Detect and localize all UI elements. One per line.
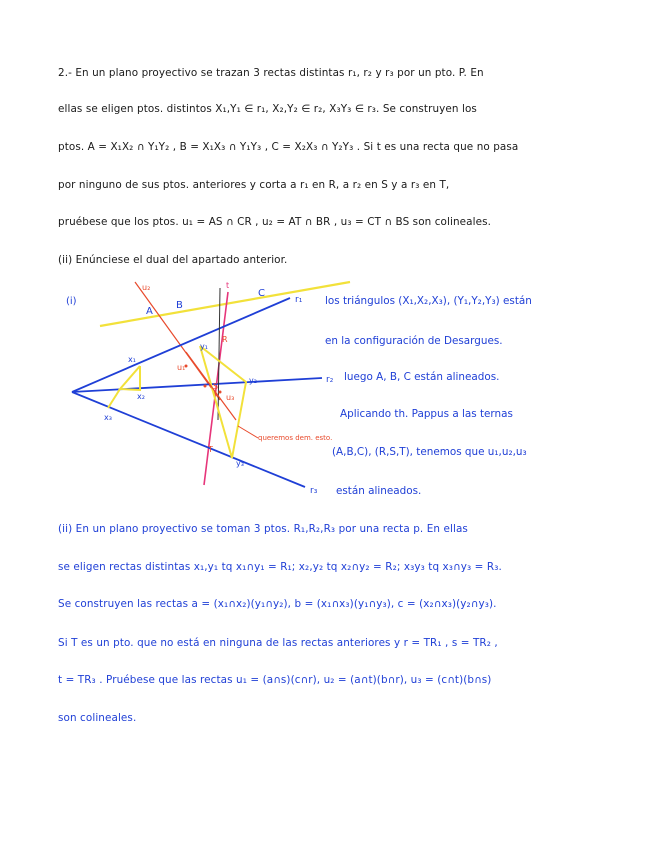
- label-x1: x₁: [128, 355, 136, 364]
- solution-ii-line-3: Se construyen las rectas a = (x₁∩x₂)(y₁∩y₂), b = (x₁∩x₃)(y₁∩y₃), c = (x₂∩x₃)(y₂∩y₃).: [58, 598, 497, 610]
- solution-ii-line-5: t = TR₃ . Pruébese que las rectas u₁ = (a∩s)(c∩r), u₂ = (a∩t)(b∩r), u₃ = (c∩t)(b∩s): [58, 674, 492, 686]
- solution-ii-line-6: son colineales.: [58, 712, 137, 724]
- solution-ii-line-2: se eligen rectas distintas x₁,y₁ tq x₁∩y₁ = R₁; x₂,y₂ tq x₂∩y₂ = R₂; x₃y₃ tq x₃∩y₃ = R₃.: [58, 561, 502, 573]
- point-u2: [204, 385, 207, 388]
- point-u3: [219, 391, 222, 394]
- desargues-diagram: [0, 270, 646, 510]
- problem-line-5: pruébese que los ptos. u₁ = AS ∩ CR , u₂ = AT ∩ BR , u₃ = CT ∩ BS son colineales.: [58, 216, 492, 228]
- label-C: C: [258, 288, 265, 299]
- label-u3: u₃: [226, 393, 235, 402]
- problem-line-2: ellas se eligen ptos. distintos X₁,Y₁ ∈ r₁, X₂,Y₂ ∈ r₂, X₃Y₃ ∈ r₃. Se construyen los: [58, 103, 477, 115]
- line-r2: [72, 378, 322, 392]
- label-y2: y₂: [249, 376, 257, 385]
- problem-line-4: por ninguno de sus ptos. anteriores y corta a r₁ en R, a r₂ en S y a r₃ en T,: [58, 179, 450, 191]
- label-r3: r₃: [310, 486, 318, 496]
- solution-i-line-1: los triángulos (X₁,X₂,X₃), (Y₁,Y₂,Y₃) están: [325, 295, 532, 307]
- label-u1: u₁: [177, 363, 186, 372]
- label-A: A: [146, 306, 153, 317]
- part-label: (i): [66, 296, 77, 307]
- label-y1: y₁: [200, 342, 208, 351]
- triangle-x-side: [108, 389, 120, 408]
- label-S: S: [213, 382, 219, 391]
- problem-line-6: (ii) Enúnciese el dual del apartado anterior.: [58, 254, 288, 266]
- label-u2: u₂: [142, 283, 151, 292]
- label-x2: x₂: [137, 392, 145, 401]
- label-T: T: [208, 445, 213, 454]
- solution-ii-line-1: (ii) En un plano proyectivo se toman 3 ptos. R₁,R₂,R₃ por una recta p. En ellas: [58, 523, 468, 535]
- label-y3: y₃: [236, 459, 244, 468]
- solution-ii-line-4: Si T es un pto. que no está en ninguna de las rectas anteriores y r = TR₁ , s = TR₂ ,: [58, 637, 498, 649]
- label-t: t: [226, 281, 230, 290]
- label-B: B: [176, 300, 183, 311]
- solution-i-line-3: luego A, B, C están alineados.: [344, 371, 500, 383]
- label-x3: x₃: [104, 413, 112, 422]
- label-R: R: [222, 335, 228, 344]
- label-r2: r₂: [326, 375, 334, 385]
- solution-i-line-5: (A,B,C), (R,S,T), tenemos que u₁,u₂,u₃: [332, 446, 527, 458]
- solution-i-line-2: en la configuración de Desargues.: [325, 335, 503, 347]
- problem-line-1: 2.- En un plano proyectivo se trazan 3 rectas distintas r₁, r₂ y r₃ por un pto. P. En: [58, 67, 484, 79]
- label-r1: r₁: [295, 295, 303, 305]
- solution-i-line-6: están alineados.: [336, 485, 422, 497]
- solution-i-line-4: Aplicando th. Pappus a las ternas: [340, 408, 513, 420]
- problem-line-3: ptos. A = X₁X₂ ∩ Y₁Y₂ , B = X₁X₃ ∩ Y₁Y₃ , C = X₂X₃ ∩ Y₂Y₃ . Si t es una recta que no pasa: [58, 141, 519, 153]
- annotation-pointer: [238, 426, 258, 438]
- annotation-text: queremos dem. esto.: [258, 434, 333, 442]
